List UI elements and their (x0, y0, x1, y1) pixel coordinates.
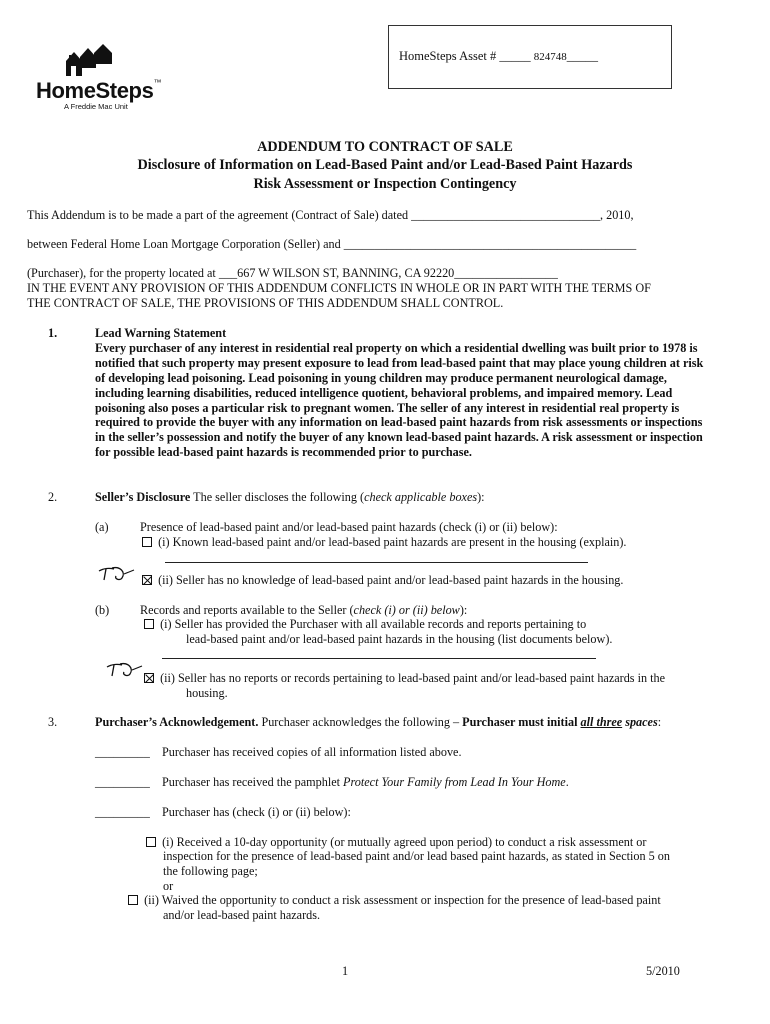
logo-wordmark (36, 78, 161, 104)
ack-2-line (162, 775, 569, 790)
intro-conflict-line-1: IN THE EVENT ANY PROVISION OF THIS ADDENDUM CONFLICTS IN WHOLE OR IN PART WITH THE TERMS OF (27, 281, 651, 295)
section-3-heading-line (95, 715, 661, 730)
sellers-disclosure-heading: Seller’s Disclosure (95, 490, 191, 504)
explain-line[interactable] (165, 562, 588, 563)
subsection-b-option-1-line-1: (i) Seller has provided the Purchaser with all available records and reports pertaining to (160, 617, 587, 631)
page-number: 1 (342, 964, 349, 978)
records-provided-checkbox[interactable] (144, 619, 154, 629)
initial-blank-2[interactable]: _________ (95, 775, 150, 789)
logo-trademark: ™ (153, 78, 162, 87)
document-title: ADDENDUM TO CONTRACT OF SALE (257, 139, 513, 155)
subsection-a-option-2-text: (ii) Seller has no knowledge of lead-based paint and/or lead-based paint hazards in the housing. (158, 573, 624, 587)
section-2-number: 2. (48, 490, 58, 504)
ack-3-text: Purchaser has (check (i) or (ii) below): (162, 805, 351, 819)
documents-list-line[interactable] (162, 658, 596, 659)
subsection-b-text-end: ): (459, 603, 468, 617)
section-2-heading-line (95, 490, 485, 505)
asset-number-box (388, 25, 672, 89)
section-3-number: 3. (48, 715, 58, 729)
ack-3-option-2-line-1: (ii) Waived the opportunity to conduct a risk assessment or inspection for the presence of lead-based paint (144, 893, 661, 907)
subsection-b-italic: check (i) or (ii) below (353, 603, 460, 617)
intro-seller-purchaser-line: between Federal Home Loan Mortgage Corporation (Seller) and ________________________________________________ (27, 237, 637, 251)
asset-suffix-blank: _____ (566, 49, 598, 63)
purchasers-acknowledgement-text: Purchaser acknowledges the following – (258, 715, 463, 729)
ack-3-option-1-line-1: (i) Received a 10-day opportunity (or mutually agreed upon period) to conduct a risk assessment or (162, 835, 647, 849)
subsection-b-text: Records and reports available to the Seller ( (140, 603, 354, 617)
lead-warning-body: Every purchaser of any interest in residential real property on which a residential dwelling was built prior to 1978 is notified that such property may present exposure to lead from lead-based paint that may place young children at risk of developing lead poisoning. Lead poisoning in young children may produce permanent neurological damage, including learning disabilities, reduced intelligence quotient, behavioral problems, and impaired memory. Lead poisoning also poses a particular risk to pregnant women. The seller of any interest in residential real property is required to provide the buyer with any information on lead-based paint hazards from risk assessments or inspections in the seller’s possession and notify the buyer of any known lead-based paint hazards. A risk assessment or inspection for possible lead-based paint hazards is recommended prior to purchase. (95, 340, 704, 460)
ack-3-option-1-line-3: the following page; (163, 864, 258, 878)
spaces-emphasis: spaces (622, 715, 658, 729)
subsection-b-option-2 (144, 671, 665, 686)
ack-2-end: . (565, 775, 569, 789)
intro-contract-date-line: This Addendum is to be made a part of the agreement (Contract of Sale) dated _______________________________, 2010, (27, 208, 634, 222)
ack-2-text: Purchaser has received the pamphlet (162, 775, 344, 789)
document-subtitle: Disclosure of Information on Lead-Based Paint and/or Lead-Based Paint Hazards (137, 157, 633, 173)
document-subtitle-2: Risk Assessment or Inspection Contingency (253, 176, 517, 192)
all-three-emphasis: all three (580, 715, 623, 729)
ack-3-option-2 (128, 893, 661, 908)
subsection-b-option-2-line-1: (ii) Seller has no reports or records pertaining to lead-based paint and/or lead-based paint hazards in the (160, 671, 666, 685)
seller-initials-signature-2 (104, 660, 146, 678)
initial-blank-3[interactable]: _________ (95, 805, 150, 819)
revision-date: 5/2010 (646, 964, 680, 978)
sellers-disclosure-italic: check applicable boxes (364, 490, 478, 504)
subsection-a-option-1 (142, 535, 626, 550)
or-label: or (163, 879, 174, 893)
sellers-disclosure-text: The seller discloses the following ( (190, 490, 365, 504)
purchaser-must-initial: Purchaser must initial (462, 715, 581, 729)
homesteps-logo-icon (66, 44, 112, 76)
subsection-a-text: Presence of lead-based paint and/or lead-based paint hazards (check (i) or (ii) below): (140, 520, 558, 534)
subsection-b-option-1-line-2: lead-based paint and/or lead-based paint hazards in the housing (list documents below). (186, 632, 613, 646)
section-1-number: 1. (48, 326, 58, 340)
subsection-a-option-1-text: (i) Known lead-based paint and/or lead-based paint hazards are present in the housing (explain). (158, 535, 627, 549)
ack-3-option-1-line-2: inspection for the presence of lead-based paint and/or lead based paint hazards, as stated in Section 5 on (163, 849, 670, 863)
subsection-b-option-2-line-2: housing. (186, 686, 228, 700)
risk-assessment-opportunity-checkbox[interactable] (146, 837, 156, 847)
purchasers-acknowledgement-heading: Purchaser’s Acknowledgement. (95, 715, 259, 729)
subsection-b-label: (b) (95, 603, 110, 617)
lead-warning-statement (95, 326, 707, 460)
asset-label: HomeSteps Asset # (399, 49, 497, 63)
logo-subtitle: A Freddie Mac Unit (64, 102, 128, 111)
no-reports-checkbox-checked[interactable] (144, 673, 154, 683)
subsection-b-option-1 (144, 617, 586, 632)
seller-initials-signature-1 (96, 564, 138, 582)
asset-prefix-blank: _____ (499, 49, 531, 63)
asset-number: 824748 (533, 51, 567, 63)
logo-name: HomeSteps (36, 78, 154, 103)
intro-property-line: (Purchaser), for the property located at ___667 W WILSON ST, BANNING, CA 92220_________________ (27, 266, 558, 280)
pamphlet-title: Protect Your Family from Lead In Your Home (343, 775, 566, 789)
initial-blank-1[interactable]: _________ (95, 745, 150, 759)
ack-1-text: Purchaser has received copies of all information listed above. (162, 745, 462, 759)
ack-3-option-1 (146, 835, 646, 850)
subsection-b-text-line (140, 603, 467, 618)
ack-3-option-2-line-2: and/or lead-based paint hazards. (163, 908, 321, 922)
no-knowledge-checkbox-checked[interactable] (142, 575, 152, 585)
waived-opportunity-checkbox[interactable] (128, 895, 138, 905)
subsection-a-label: (a) (95, 520, 109, 534)
intro-conflict-line-2: THE CONTRACT OF SALE, THE PROVISIONS OF THIS ADDENDUM SHALL CONTROL. (27, 296, 504, 310)
lead-warning-heading: Lead Warning Statement (95, 326, 227, 340)
sellers-disclosure-text-end: ): (477, 490, 485, 504)
known-lead-checkbox[interactable] (142, 537, 152, 547)
section-3-colon: : (657, 715, 662, 729)
subsection-a-option-2 (142, 573, 623, 588)
